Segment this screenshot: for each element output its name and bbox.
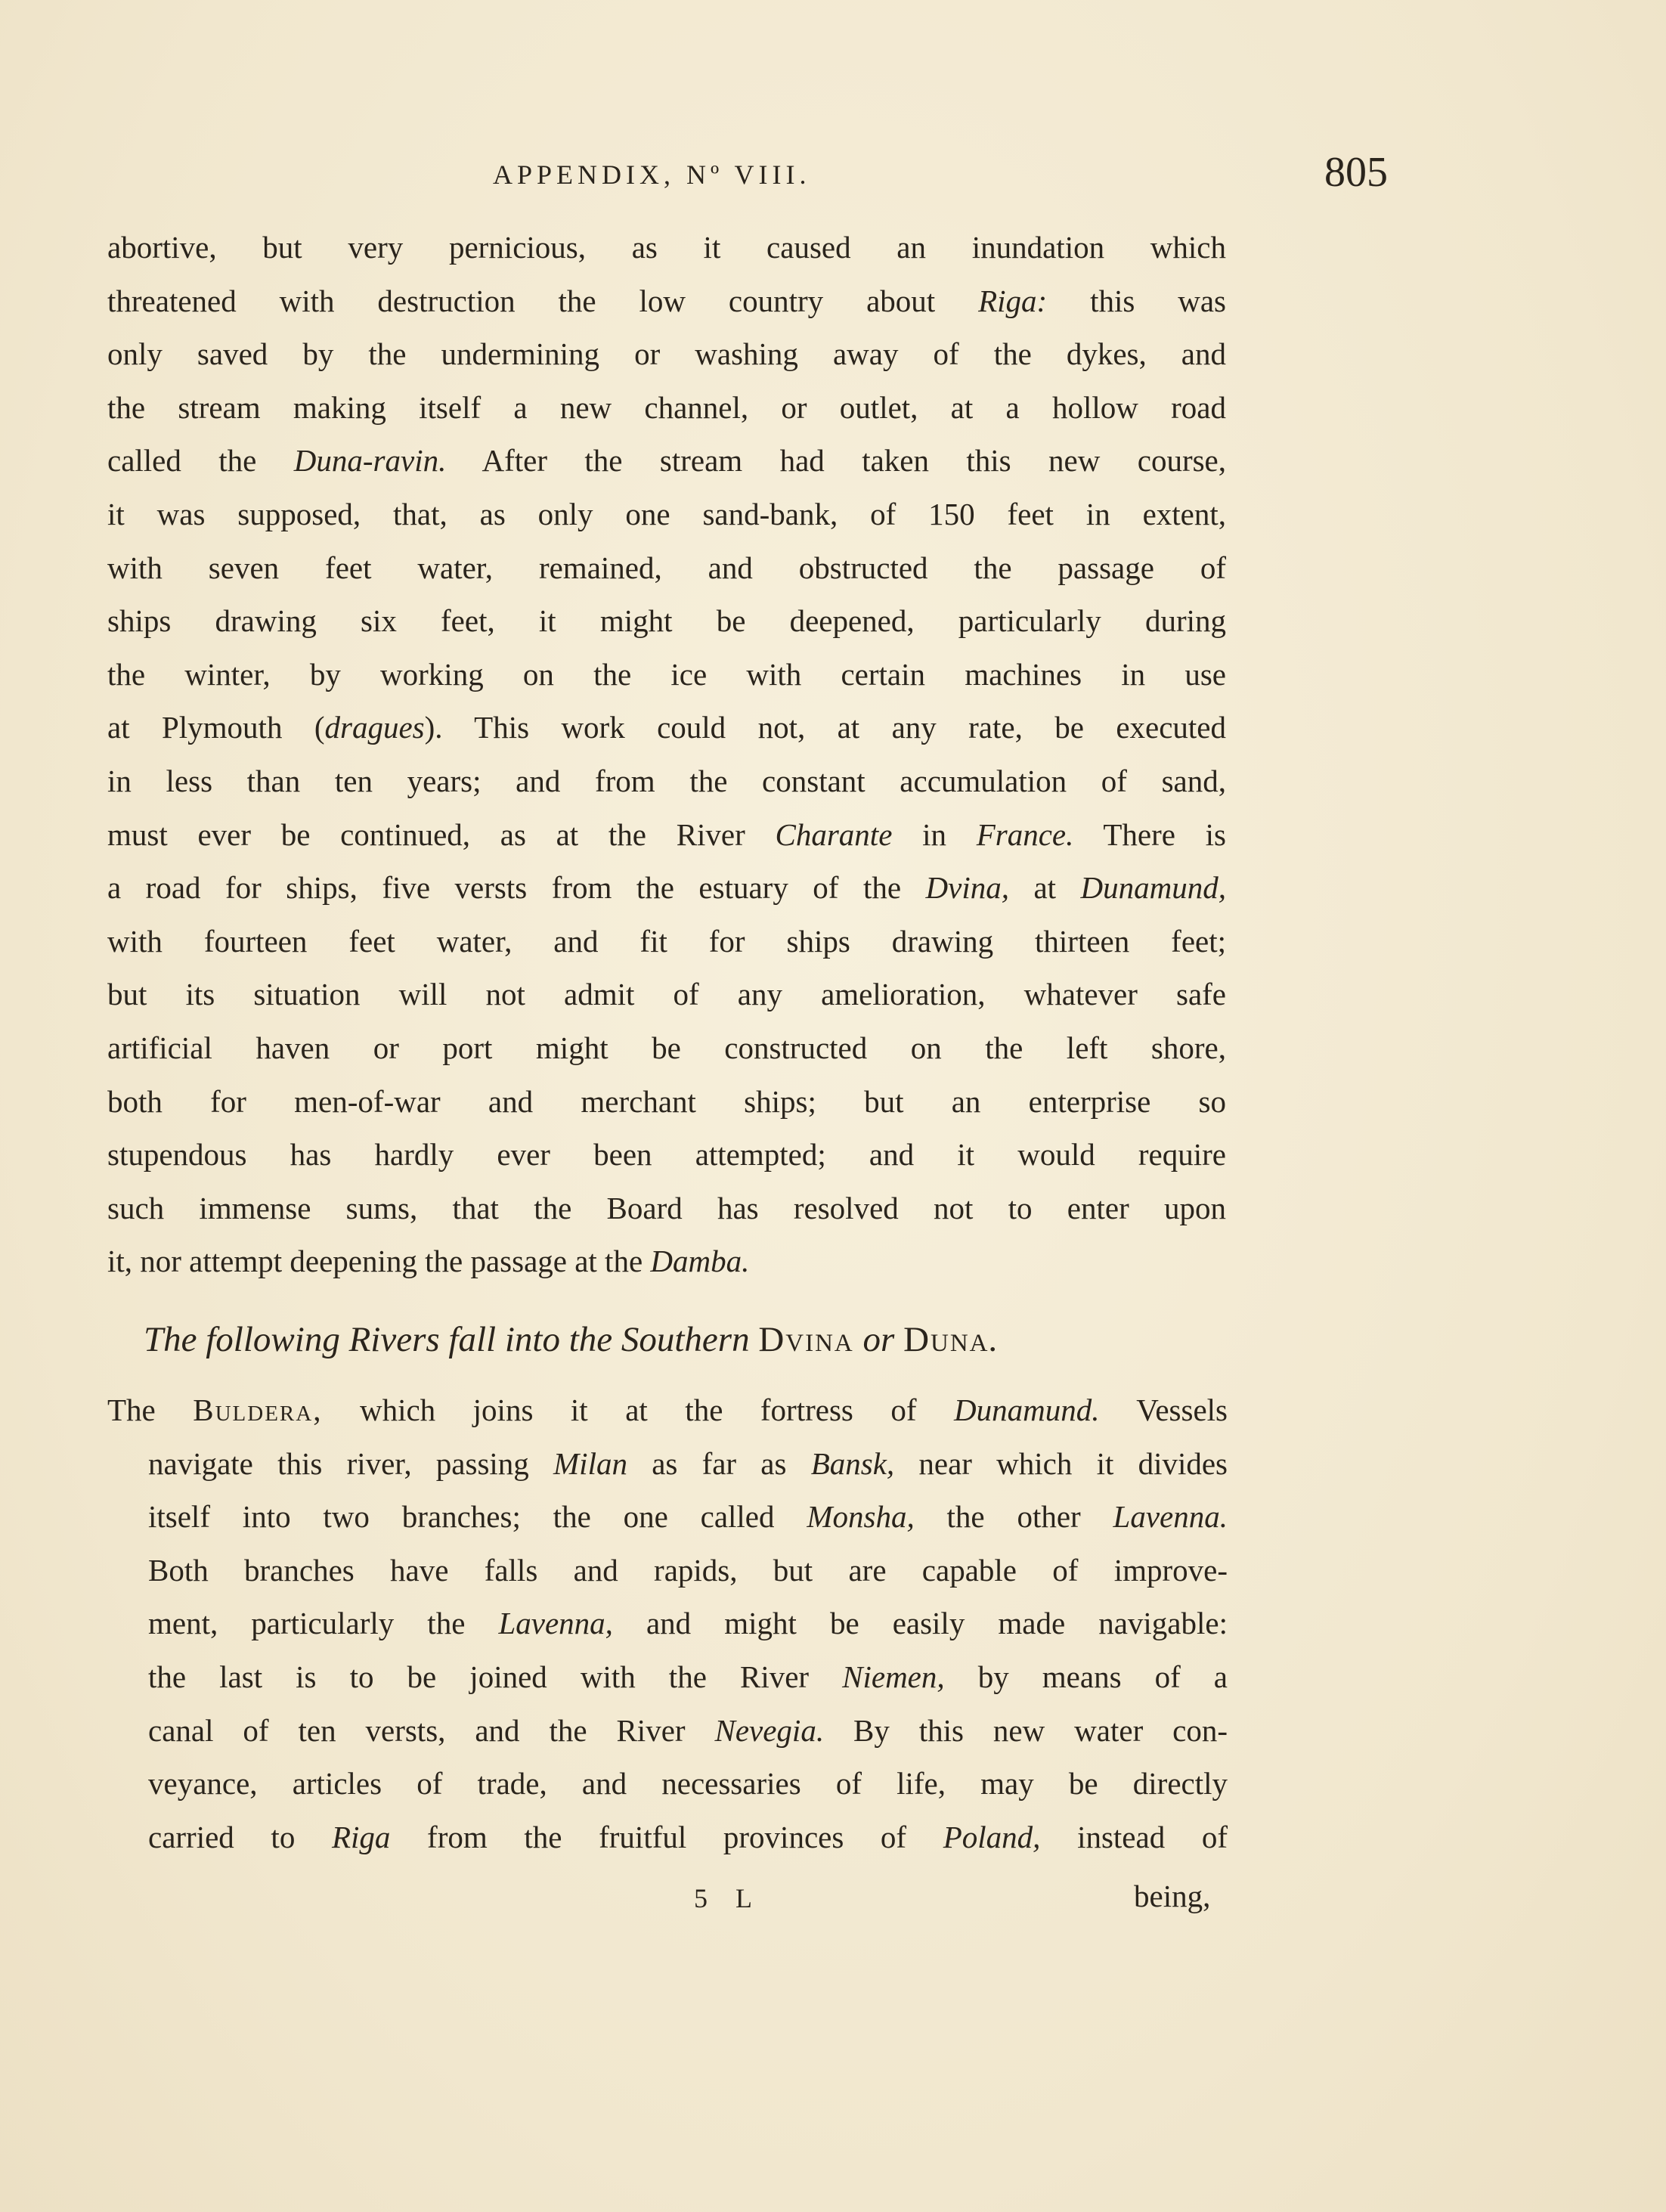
page-number: 805 — [1324, 149, 1388, 196]
italic-term: Bansk, — [810, 1445, 895, 1481]
text-run: itself into two branches; the one called — [148, 1499, 807, 1535]
italic-term: Dunamund, — [1080, 870, 1227, 906]
text-line — [107, 1650, 1228, 1704]
text-run: near which it divides — [894, 1445, 1228, 1481]
text-line — [107, 541, 1226, 595]
italic-term: Charante — [775, 816, 893, 852]
italic-term: Milan — [553, 1445, 627, 1481]
text-line — [107, 381, 1226, 435]
text-run: abortive, but very pernicious, as it caused an inundation which — [107, 230, 1226, 265]
text-run: There is — [1073, 816, 1226, 852]
text-line — [107, 861, 1226, 915]
italic-term: Dunamund. — [954, 1393, 1100, 1427]
italic-term: dragues — [324, 710, 425, 745]
text-run: with fourteen feet water, and fit for ships drawing thirteen feet; — [107, 923, 1226, 959]
river-entry-buldera — [107, 1383, 1228, 1863]
text-run: threatened with destruction the low country about — [107, 283, 979, 318]
text-run: stupendous has hardly ever been attempted; and it would require — [107, 1137, 1226, 1173]
text-run: ships drawing six feet, it might be deepened, particularly during — [107, 603, 1226, 639]
text-run: but its situation will not admit of any amelioration, whatever safe — [107, 977, 1226, 1012]
italic-term: France. — [976, 816, 1074, 852]
italic-term: Duna-ravin. — [293, 443, 447, 479]
italic-term: Nevegia. — [714, 1712, 825, 1748]
running-head: APPENDIX, Nº VIII. — [493, 160, 811, 190]
section-heading — [144, 1319, 1247, 1360]
text-line — [107, 1021, 1226, 1075]
text-line — [107, 1383, 1228, 1437]
text-line — [107, 808, 1226, 862]
text-run: at Plymouth ( — [107, 710, 325, 745]
text-line — [107, 594, 1226, 648]
text-line — [107, 1437, 1228, 1491]
text-run: ). This work could not, at any rate, be executed — [424, 710, 1227, 745]
italic-term: Poland, — [943, 1819, 1041, 1854]
italic-term: Riga — [331, 1819, 391, 1854]
text-line — [107, 701, 1226, 754]
signature-mark: 5 L — [694, 1883, 763, 1913]
text-line — [107, 488, 1226, 541]
text-run: a road for ships, five versts from the estuary of the — [107, 870, 926, 906]
text-line — [107, 1597, 1228, 1650]
text-line — [107, 1544, 1228, 1597]
text-run: only saved by the undermining or washing away of the dykes, and — [107, 336, 1226, 372]
section-heading-prefix: The following Rivers fall into the Southern — [144, 1320, 759, 1359]
text-run: must ever be continued, as at the River — [107, 816, 776, 852]
italic-term: Dvina, — [925, 870, 1009, 906]
text-run: Both branches have falls and rapids, but are capable of improve- — [148, 1552, 1228, 1588]
section-heading-river-dvina: Dvina — [758, 1320, 854, 1359]
text-line — [107, 1182, 1226, 1235]
catchword: being, — [1134, 1879, 1211, 1913]
text-run: The — [107, 1393, 194, 1427]
text-run: as far as — [627, 1445, 811, 1481]
text-run: navigate this river, passing — [148, 1445, 554, 1481]
text-line — [107, 1704, 1228, 1758]
italic-term: Lavenna, — [498, 1606, 613, 1641]
text-run: both for men-of-war and merchant ships; but an enterprise so — [107, 1083, 1226, 1119]
text-run: called the — [107, 443, 294, 479]
text-line — [107, 1811, 1228, 1864]
section-heading-or: or — [853, 1320, 904, 1359]
text-run: in — [892, 816, 977, 852]
text-run: with seven feet water, remained, and obstructed the passage of — [107, 550, 1226, 585]
text-line — [107, 274, 1226, 328]
text-line — [107, 1235, 1226, 1288]
section-heading-suffix: . — [989, 1320, 999, 1359]
text-run: the winter, by working on the ice with certain machines in use — [107, 656, 1226, 692]
text-run: at — [1008, 870, 1081, 906]
text-line — [107, 221, 1226, 274]
text-run: Vessels — [1099, 1393, 1228, 1427]
page-header — [0, 148, 1666, 201]
text-run: such immense sums, that the Board has resolved not to enter upon — [107, 1190, 1226, 1225]
italic-term: Lavenna. — [1113, 1499, 1228, 1535]
page-footer — [0, 1875, 1666, 1928]
text-line — [107, 1075, 1226, 1129]
text-run: veyance, articles of trade, and necessaries of life, may be directly — [148, 1766, 1228, 1802]
section-heading-river-duna: Duna — [903, 1320, 989, 1359]
text-line — [107, 1757, 1228, 1811]
text-line — [107, 434, 1226, 488]
text-run: ment, particularly the — [148, 1606, 499, 1641]
text-run: by means of a — [944, 1659, 1228, 1694]
italic-term: Monsha, — [807, 1499, 915, 1535]
text-run: instead of — [1040, 1819, 1228, 1854]
text-run: and might be easily made navigable: — [612, 1606, 1228, 1641]
text-run: the stream making itself a new channel, or outlet, at a hollow road — [107, 389, 1226, 425]
text-run: from the fruitful provinces of — [390, 1819, 943, 1854]
text-line — [107, 327, 1226, 381]
text-run: canal of ten versts, and the River — [148, 1712, 715, 1748]
italic-term: Riga: — [978, 283, 1048, 318]
river-name: Buldera, — [193, 1393, 323, 1427]
text-run: artificial haven or port might be constructed on the left shore, — [107, 1030, 1226, 1065]
text-run: it was supposed, that, as only one sand-bank, of 150 feet in extent, — [107, 496, 1226, 531]
text-run: carried to — [148, 1819, 332, 1854]
text-line — [107, 754, 1226, 808]
text-line — [107, 648, 1226, 702]
italic-term: Niemen, — [842, 1659, 945, 1694]
text-run: By this new water con- — [824, 1712, 1228, 1748]
text-line — [107, 1128, 1226, 1182]
text-run: the last is to be joined with the River — [148, 1659, 843, 1694]
text-run: After the stream had taken this new course, — [446, 443, 1226, 479]
text-run: it, nor attempt deepening the passage at the — [107, 1244, 651, 1279]
text-run: this was — [1047, 283, 1227, 318]
text-run: the other — [914, 1499, 1113, 1535]
italic-term: Damba. — [650, 1244, 750, 1279]
text-run: in less than ten years; and from the constant accumulation of sand, — [107, 763, 1226, 798]
text-line — [107, 915, 1226, 968]
text-line — [107, 968, 1226, 1021]
text-run: which joins it at the fortress of — [322, 1393, 955, 1427]
body-paragraph — [107, 221, 1226, 1288]
text-line — [107, 1490, 1228, 1544]
